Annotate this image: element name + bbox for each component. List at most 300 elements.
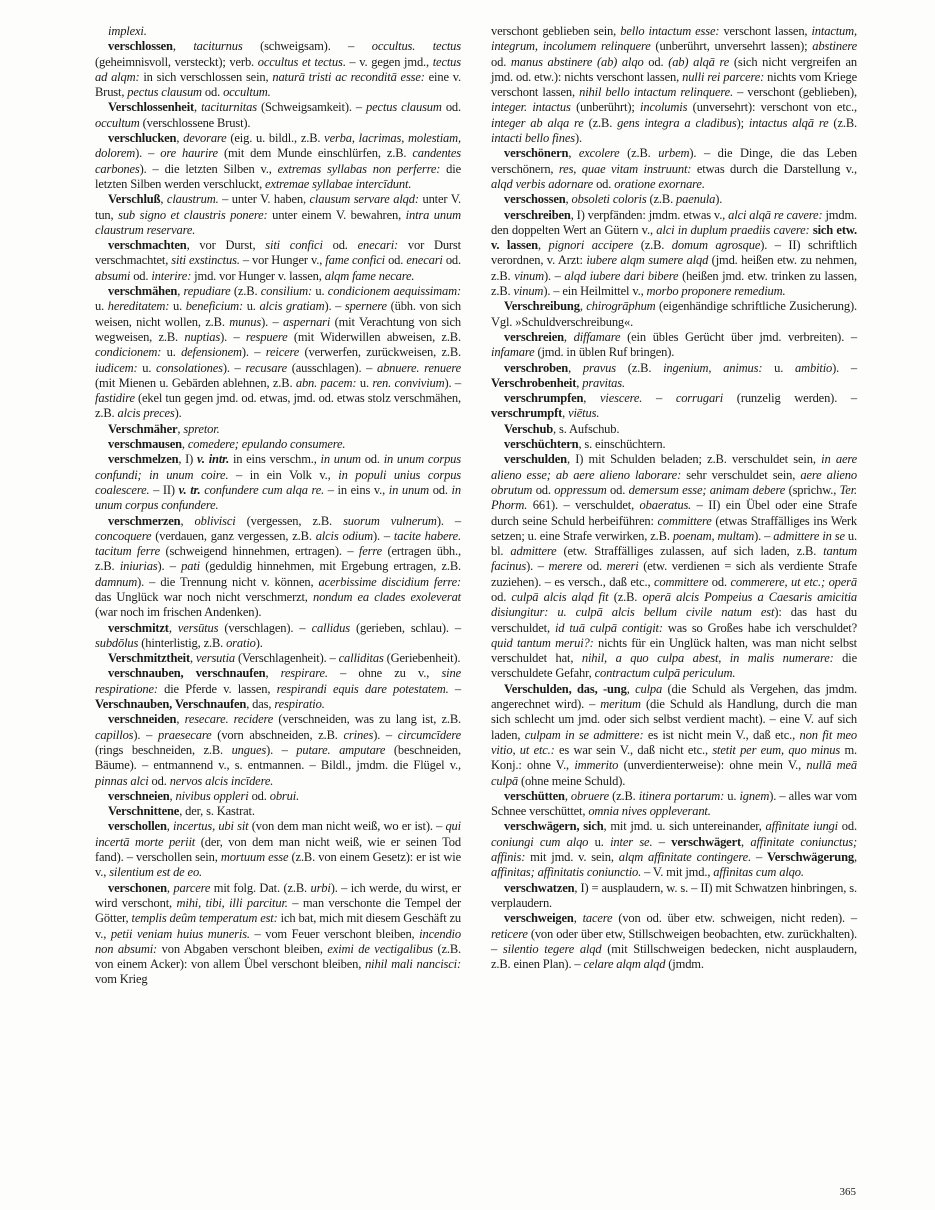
body-text: – in eins v., (324, 482, 389, 497)
body-text: mit jmd. v. sein, (525, 850, 619, 865)
body-text: unter einem V. bewahren, (267, 207, 406, 222)
latin-text: putare. amputare (296, 742, 386, 757)
latin-text: ore haurire (160, 146, 218, 161)
body-text: (Geriebenheit). (383, 651, 461, 666)
latin-text: occultum (95, 115, 140, 130)
body-text: es ist nicht mein V., daß etc., (643, 727, 800, 742)
body-text: mit folg. Dat. (z.B. (210, 880, 311, 895)
dictionary-entry (95, 804, 461, 819)
body-text: das Unglück war noch nicht verschmerzt, (95, 589, 313, 604)
latin-text: intacti bello fines (491, 131, 575, 146)
latin-text: interire: (151, 268, 192, 283)
body-text: , (626, 681, 636, 696)
dictionary-entry (491, 192, 857, 207)
latin-text: sub signo et claustris ponere: (118, 207, 268, 222)
latin-text: defensionem (181, 345, 242, 360)
headword-text: verschrumpft (491, 406, 563, 421)
headword-text: Verschreibung (504, 299, 580, 314)
body-text: ). – (133, 727, 158, 742)
latin-text: alci in duplum praediis cavere: (656, 222, 810, 237)
latin-text: siti exstinctus. (171, 253, 240, 268)
body-text: (rings beschneiden, z.B. (95, 742, 232, 757)
body-text: od. (248, 788, 270, 803)
body-text: , (565, 192, 572, 207)
latin-text: mereri (606, 559, 639, 574)
body-text: ). – (372, 528, 394, 543)
body-text: (mit Widerwillen abweisen, z.B. (287, 329, 461, 344)
body-text: – in ein Volk v., (228, 467, 339, 482)
headword-text: Verschwägerung (766, 850, 855, 865)
body-text: (jmdm. (665, 957, 704, 972)
body-text: vor Durst verschmachtet, (95, 238, 461, 268)
latin-text: intactum, integrum, incolumem relinquere (491, 24, 857, 54)
body-text: u. (312, 284, 328, 299)
body-text: (hinterlistig, z.B. (138, 635, 227, 650)
latin-text: coniungi cum alqo (491, 834, 589, 849)
latin-text: occultus. tectus (371, 39, 461, 54)
dictionary-entry (95, 514, 461, 621)
body-text: ). – ein Heilmittel v., (543, 284, 647, 299)
body-text: , (176, 131, 184, 146)
latin-text: crines (343, 727, 374, 742)
latin-text: alqd iubere dari bibere (564, 268, 679, 283)
latin-text: occultus et tectus (257, 54, 343, 69)
headword-text: verschossen (504, 192, 566, 207)
latin-text: aspernari (282, 314, 331, 329)
body-text: (ein übles Gerücht über jmd. verbreiten). – (620, 329, 857, 344)
body-text: – (448, 681, 462, 696)
body-text: od. (442, 253, 461, 268)
body-text: unter V. tun, (95, 192, 461, 222)
latin-text: spretor. (183, 421, 220, 436)
headword-text: Verschulden, das, -ung (504, 681, 627, 696)
latin-text: oratione exornare. (614, 176, 705, 191)
body-text: , (176, 712, 185, 727)
body-text: – ohne zu v., (327, 666, 442, 681)
body-text: (schweigsam). – (242, 39, 372, 54)
latin-text: silentio tegere alqd (502, 941, 602, 956)
latin-text: culpā alcis alqd fit (511, 589, 609, 604)
body-text: , (568, 146, 579, 161)
latin-text: chirogrāphum (586, 299, 656, 314)
body-text: in eins verschm., (229, 452, 321, 467)
body-text: , (564, 788, 571, 803)
headword-text: v. tr. (178, 482, 201, 497)
body-text: (mit Verachtung von sich wegweisen, z.B. (95, 314, 462, 344)
latin-text: consolationes (156, 360, 223, 375)
headword-text: Verschub (504, 421, 554, 436)
headword-text: Verschluß (108, 192, 161, 207)
dictionary-entry (491, 208, 857, 300)
body-text: od. (708, 574, 731, 589)
latin-text: versutia (195, 651, 236, 666)
latin-text: paenula (676, 192, 716, 207)
latin-text: alqm affinitate contingere. (618, 850, 752, 865)
body-text: (z.B. (583, 115, 618, 130)
dictionary-entry (95, 881, 461, 988)
latin-text: nihil bello intactum relinquere. (579, 85, 734, 100)
latin-text: siti confici (265, 238, 323, 253)
body-text: ). – (544, 268, 565, 283)
body-text: – (642, 391, 676, 406)
dictionary-entry (95, 284, 461, 422)
body-text: u. (137, 360, 157, 375)
body-text: (die Schuld als Handlung, durch die man sich schlecht um jmd. oder sich selbst verdient macht). – eine V. auf sich laden, (491, 697, 858, 742)
latin-text: domum agrosque (671, 238, 761, 253)
body-text: od. (148, 773, 170, 788)
latin-text: ambitio (795, 360, 833, 375)
body-text: nichts vom Kriege verschont lassen, (491, 69, 858, 100)
dictionary-entry (95, 621, 461, 652)
latin-text: tacere (582, 911, 613, 926)
dictionary-entry (95, 131, 461, 192)
body-text: (übh. von sich weisen, nicht wollen, z.B. (95, 299, 461, 329)
body-text: – man verschonte die Tempel der Götter, (95, 895, 461, 926)
latin-text: abstinere (812, 39, 857, 54)
latin-text: reicere (265, 345, 300, 360)
body-text: (mit Stillschweigen bedecken, nicht ausplaudern, z.B. einen Plan). – (491, 941, 858, 972)
body-text: was so Großes habe ich verschuldet? (662, 620, 857, 635)
body-text: (geduldig hinnehmen, mit Ergebung ertragen, z.B. (200, 559, 462, 574)
latin-text: res, quae vitam instruunt: (558, 161, 692, 176)
latin-text: respiratio. (274, 697, 325, 712)
latin-text: nihil, a quo culpa abest, in malis numerare: (581, 651, 834, 666)
body-text: – (652, 834, 672, 849)
body-text: (verschlagen). – (218, 620, 312, 635)
body-text: (vergessen, z.B. (235, 513, 344, 528)
latin-text: alqd verbis adornare (491, 176, 594, 191)
body-text: ). – (222, 360, 246, 375)
headword-text: verschwägern, sich (504, 819, 604, 834)
body-text: ). – (754, 528, 774, 543)
body-text: – vom Feuer verschont bleiben, (249, 926, 420, 941)
body-text: (z.B. (633, 238, 672, 253)
latin-text: mihi, tibi, illi parcitur. (176, 895, 288, 910)
dictionary-entry (95, 192, 461, 238)
body-text: (eig. u. bildl., z.B. (226, 131, 325, 146)
latin-text: corrugari (675, 391, 724, 406)
headword-text: Verschmäher (108, 421, 178, 436)
body-text: (verschlossene Brust). (139, 115, 251, 130)
latin-text: extremae syllabae intercīdunt. (265, 176, 412, 191)
latin-text: nuptias (184, 329, 221, 344)
latin-text: reticere (491, 926, 528, 941)
page-number: 365 (839, 1186, 856, 1198)
body-text: , (579, 299, 587, 314)
latin-text: itinera portarum: (638, 788, 725, 803)
body-text: , (194, 100, 202, 115)
latin-text: in unum corpus confundere. (95, 482, 461, 513)
latin-text: in unum (320, 452, 361, 467)
body-text: ). – (436, 513, 461, 528)
body-text: (sich nicht vergreifen an jmd. od. etw.): nichts verschont lassen, (491, 54, 857, 84)
latin-text: contractum culpā periculum. (594, 666, 736, 681)
latin-text: alcis odium (315, 528, 373, 543)
latin-text: gens integra a cladibus (617, 115, 737, 130)
body-text: ). – alles war vom Schnee verschüttet, (491, 788, 857, 819)
latin-text: Ter. Phorm. (491, 482, 857, 513)
latin-text: ingenium, animus: (663, 360, 763, 375)
body-text: (etw. verdienen = sich als verdiente Strafe zuziehen). – es versch., daß etc., (491, 559, 857, 589)
body-text: (mit Mienen u. Gebärden ablehnen, z.B. (95, 375, 296, 390)
body-text: od. (429, 482, 452, 497)
body-text: od. (491, 54, 511, 69)
body-text: (ohne meine Schuld). (518, 773, 626, 788)
latin-text: concoquere (95, 528, 152, 543)
body-text: (ausschlagen). – (286, 360, 377, 375)
headword-text: verschneiden (108, 712, 177, 727)
body-text: nichts für ein Unglück halten, was man nicht selbst verschuldet hat, (491, 635, 857, 666)
body-text: (unberührt); (570, 100, 641, 115)
body-text: u. (161, 345, 182, 360)
latin-text: demersum esse; animam debere (628, 482, 786, 497)
latin-text: urbi (310, 880, 331, 895)
body-text: od. (491, 589, 512, 604)
body-text: , (568, 360, 583, 375)
body-text: . – v. gegen jmd., (342, 54, 433, 69)
latin-text: tantum facinus (491, 544, 857, 574)
body-text: , (166, 880, 174, 895)
body-text: , (166, 819, 174, 834)
headword-text: verschweigen (504, 911, 574, 926)
latin-text: nullā meā culpā (491, 758, 858, 788)
body-text: in sich verschlossen sein, (139, 69, 273, 84)
latin-text: integer. intactus (491, 100, 571, 115)
body-text: es war sein V., daß nicht etc., (554, 742, 713, 757)
latin-text: integer ab alqa re (491, 115, 584, 130)
latin-text: silentium est de eo. (109, 865, 203, 880)
body-text: (etwas Straffälliges ins Werk setzen; u. eine Strafe verwirken, z.B. (491, 513, 858, 543)
latin-text: culpam in se admittere: (524, 727, 644, 742)
latin-text: pignori accipere (548, 238, 634, 253)
dictionary-entry (95, 24, 461, 39)
body-text: von Abgaben verschont bleiben, (157, 941, 328, 956)
body-text: – II) ein Übel oder eine Strafe durch seine Schuld herbeiführen: (491, 498, 857, 528)
headword-text: verschroben (504, 360, 569, 375)
latin-text: vinum (513, 284, 544, 299)
headword-text: verschmelzen (108, 452, 179, 467)
latin-text: taciturnus (193, 39, 243, 54)
latin-text: damnum (95, 574, 138, 589)
latin-text: candentes carbones (95, 146, 461, 176)
latin-text: capillos (95, 727, 134, 742)
body-text: (ekel tun gegen jmd. od. etwas, jmd. od. etwas stolz verschmähen, z.B. (95, 391, 461, 421)
latin-text: alcis gratiam (259, 299, 325, 314)
latin-text: pati (181, 559, 201, 574)
body-text: (heißen jmd. etw. trinken zu lassen, z.B. (491, 268, 857, 299)
latin-text: nulli rei parcere: (682, 69, 765, 84)
body-text: ). – (324, 299, 345, 314)
latin-text: omnia nives oppleverant. (588, 804, 711, 819)
body-text: (schweigend hinnehmen, ertragen). – (160, 544, 359, 559)
headword-text: sich etw. v. lassen (491, 222, 858, 253)
body-text: , I) (178, 452, 197, 467)
latin-text: consilium: (260, 284, 313, 299)
body-text: ): das hast du verschuldet, (491, 605, 858, 635)
latin-text: templis deûm temperatum est: (131, 911, 278, 926)
dictionary-entry (491, 422, 857, 437)
latin-text: morbo proponere remedium. (646, 284, 786, 299)
latin-text: iubere alqm sumere alqd (586, 253, 709, 268)
column-left (95, 24, 461, 988)
dictionary-entry (491, 452, 857, 681)
latin-text: implexi. (108, 24, 147, 38)
body-text: – vor Hunger v., (239, 253, 326, 268)
body-text: ). – (266, 742, 297, 757)
dictionary-entry (491, 299, 857, 330)
latin-text: alcis preces (117, 406, 175, 421)
body-text: od. (441, 100, 462, 115)
body-text: – (751, 850, 767, 865)
body-text: u. (762, 360, 795, 375)
body-text: (z.B. (608, 589, 643, 604)
latin-text: incolumis (640, 100, 688, 115)
latin-text: intactus alqā re (748, 115, 829, 130)
latin-text: mortuum esse (220, 850, 289, 865)
headword-text: verschmachten (108, 238, 187, 253)
latin-text: acerbissime discidium ferre: (318, 574, 461, 589)
dictionary-entry (491, 330, 857, 361)
body-text: jmd. vor Hunger v. lassen, (191, 268, 325, 283)
body-text: verschont geblieben sein, (491, 24, 621, 38)
headword-text: verschneien (108, 788, 170, 803)
body-text: – II) (149, 482, 179, 497)
latin-text: alqm fame necare. (324, 268, 415, 283)
headword-text: verschmitzt (108, 620, 169, 635)
dictionary-entry (95, 39, 461, 100)
latin-text: nivibus oppleri (175, 788, 249, 803)
body-text: od. (593, 176, 615, 191)
latin-text: abnuere. renuere (376, 360, 461, 375)
body-text: od. (582, 559, 607, 574)
latin-text: poenam, multam (672, 528, 755, 543)
body-text: , (562, 406, 569, 421)
body-text: – verschont (geblieben), (733, 85, 857, 100)
dictionary-entry (95, 666, 461, 712)
body-text: vom Krieg (95, 972, 148, 987)
latin-text: praesecare (157, 727, 212, 742)
latin-text: oppressum (554, 482, 607, 497)
latin-text: sine respiratione: (95, 666, 461, 696)
dictionary-entry (491, 24, 857, 146)
latin-text: ungues (231, 742, 267, 757)
headword-text: verschulden (504, 452, 567, 467)
body-text: ). – II) schriftlich verordnen, v. Arzt: (491, 238, 858, 268)
latin-text: obsoleti coloris (571, 192, 647, 207)
headword-text: verschreiben (504, 207, 571, 222)
dictionary-entry (95, 422, 461, 437)
body-text: (verwerfen, zurückweisen, z.B. (299, 345, 461, 360)
latin-text: admittere in se (773, 528, 845, 543)
body-text: , s. Aufschub. (553, 421, 620, 436)
body-text: od. (385, 253, 407, 268)
latin-text: absumi (95, 268, 131, 283)
latin-text: circumcīdere (397, 727, 461, 742)
latin-text: infamare (491, 345, 535, 360)
headword-text: verschmausen (108, 437, 182, 452)
latin-text: intra unum claustrum reservare. (95, 207, 461, 237)
latin-text: fastidire (95, 391, 135, 406)
dictionary-entry (95, 100, 461, 131)
dictionary-entry (95, 452, 461, 513)
body-text: ). (574, 131, 582, 146)
latin-text: non fit meo vitio, ut etc.: (491, 727, 857, 757)
body-text: , vor Durst, (186, 238, 266, 253)
body-text: (vorn abschneiden, z.B. (211, 727, 344, 742)
latin-text: pravus (582, 360, 616, 375)
latin-text: tectus ad alqm: (95, 54, 461, 84)
body-text: , (854, 850, 857, 865)
body-text: (etw. Straffälliges zulassen, auf sich laden, z.B. (556, 544, 824, 559)
latin-text: viescere. (600, 391, 643, 406)
body-text: (eigenhändige schriftliche Zusicherung). Vgl. »Schuldverschreibung«. (491, 299, 857, 329)
body-text: verschont lassen, (719, 24, 812, 38)
dictionary-entry (491, 146, 857, 192)
body-text: eine v. Brust, (95, 69, 462, 100)
dictionary-entry (491, 682, 857, 789)
latin-text: pectus clausum (366, 100, 442, 115)
body-text: die Pferde v. lassen, (157, 681, 277, 696)
body-text: , (563, 329, 574, 344)
body-text: od. (837, 819, 857, 834)
latin-text: respirare. (280, 666, 328, 681)
dictionary-entry (95, 819, 461, 880)
body-text: , (172, 39, 194, 54)
body-text: ). – (261, 314, 283, 329)
body-text: , der, s. Kastrat. (179, 804, 255, 819)
body-text: od. (606, 482, 629, 497)
body-text: od. (360, 452, 384, 467)
body-text: u. (356, 375, 373, 390)
headword-text: Verschmitztheit (108, 651, 190, 666)
headword-text: Verschnittene (108, 804, 180, 819)
latin-text: meritum (600, 697, 641, 712)
body-text: (runzelig werden). – (723, 391, 857, 406)
body-text: od. (130, 268, 152, 283)
latin-text: in populi unius corpus coalescere. (95, 467, 462, 497)
latin-text: beneficium: (185, 299, 244, 314)
latin-text: iniurias (119, 559, 158, 574)
latin-text: nervos alcis incīdere. (169, 773, 274, 788)
latin-text: alci alqā re cavere: (728, 207, 823, 222)
headword-text: verschwägert (671, 834, 741, 849)
body-text: ). – ich werde, du wirst, er wird verschont, (95, 880, 462, 910)
latin-text: operā alcis Pompeius a Caesaris amicitia disiungitur: u. culpā alcis bellum civile natum est (491, 589, 857, 620)
latin-text: respuere (245, 329, 288, 344)
latin-text: ignem (739, 788, 770, 803)
latin-text: comedere; epulando consumere. (187, 437, 346, 452)
dictionary-entry (491, 437, 857, 452)
body-text: , (180, 513, 195, 528)
body-text: od. (643, 54, 669, 69)
headword-text: verschlucken (108, 131, 177, 146)
latin-text: manus abstinere (ab) alqo (510, 54, 644, 69)
dictionary-entry (95, 437, 461, 452)
body-text: ). – die Trennung nicht v. können, (137, 574, 319, 589)
headword-text: Verschrobenheit (491, 375, 577, 390)
body-text: , (168, 620, 178, 635)
text-columns (95, 24, 857, 988)
latin-text: verba, lacrimas, molestiam, dolorem (95, 131, 462, 161)
latin-text: respirandi equis dare potestatem. (276, 681, 449, 696)
headword-text: verschollen (108, 819, 167, 834)
latin-text: viētus. (568, 406, 600, 421)
latin-text: in unum (388, 482, 430, 497)
body-text: , mit jmd. u. sich untereinander, (603, 819, 766, 834)
latin-text: affinitate coniunctus; affinis: (491, 834, 858, 865)
latin-text: iudicem: (95, 360, 138, 375)
dictionary-entry (95, 651, 461, 666)
